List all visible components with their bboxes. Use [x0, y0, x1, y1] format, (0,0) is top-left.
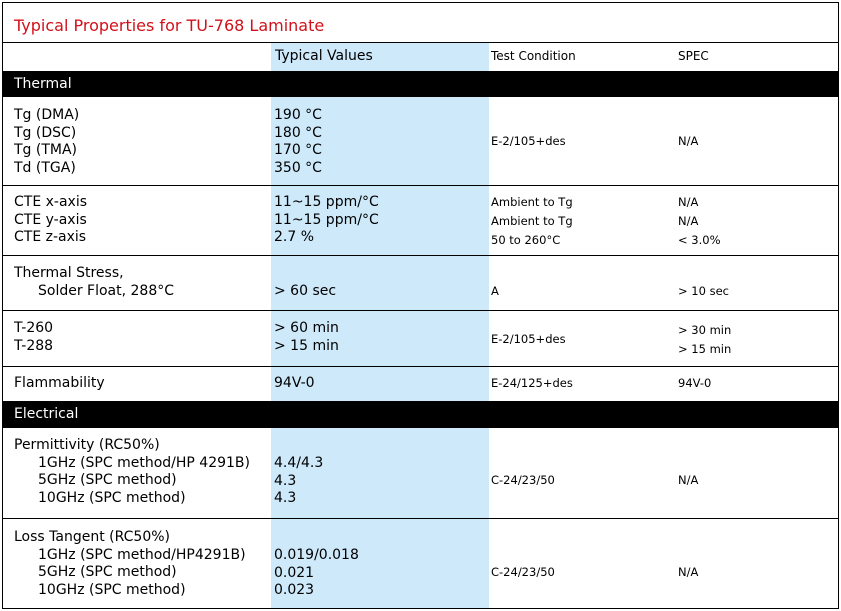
row-divider: [3, 310, 838, 311]
row-sublabel: 5GHz (SPC method): [38, 472, 177, 488]
cte-conditions: [491, 193, 573, 250]
header-typical-values: Typical Values: [275, 48, 373, 64]
row-label: Tg (DSC): [14, 124, 77, 141]
flam-condition: E-24/125+des: [491, 376, 573, 390]
row-sublabel: Solder Float, 288°C: [38, 282, 175, 299]
row-sublabel: 1GHz (SPC method/HP 4291B): [38, 454, 250, 471]
row-value: 2.7 %: [274, 229, 315, 245]
stress-labels: [14, 265, 174, 300]
row-value: 11~15 ppm/°C: [274, 211, 379, 228]
row-spec: N/A: [678, 195, 699, 209]
row-sublabel: 10GHz (SPC method): [38, 581, 186, 598]
header-spec: SPEC: [678, 49, 709, 63]
row-value: 4.4/4.3: [274, 455, 324, 471]
row-value: 4.3: [274, 490, 297, 506]
row-value: 0.021: [274, 564, 315, 581]
row-value: 0.023: [274, 582, 315, 598]
section-electrical-label: Electrical: [14, 406, 79, 422]
row-divider: [3, 185, 838, 186]
stress-value: > 60 sec: [274, 283, 337, 299]
t260-values: [274, 320, 339, 355]
row-label: CTE y-axis: [14, 211, 87, 228]
row-label: Tg (DMA): [14, 107, 80, 123]
row-condition: 50 to 260°C: [491, 233, 561, 247]
row-sublabel: 5GHz (SPC method): [38, 564, 177, 580]
properties-sheet: [2, 2, 839, 609]
cte-labels: [14, 194, 87, 247]
row-spec: N/A: [678, 214, 699, 228]
header-test-condition: Test Condition: [491, 49, 576, 63]
stress-condition: A: [491, 284, 499, 298]
stress-spec: > 10 sec: [678, 284, 729, 298]
row-sublabel: 10GHz (SPC method): [38, 489, 186, 506]
perm-spec: N/A: [678, 473, 699, 487]
row-value: > 15 min: [274, 337, 339, 354]
row-condition: Ambient to Tg: [491, 214, 573, 228]
row-label: T-260: [14, 320, 54, 336]
row-value: 170 °C: [274, 142, 322, 158]
row-label: Td (TGA): [14, 159, 76, 176]
perm-values: [274, 455, 323, 508]
row-label: CTE z-axis: [14, 229, 87, 245]
cte-specs: [678, 193, 721, 250]
row-divider: [3, 366, 838, 367]
loss-spec: N/A: [678, 565, 699, 579]
loss-condition: C-24/23/50: [491, 565, 555, 579]
t260-condition: E-2/105+des: [491, 332, 566, 346]
row-label: Permittivity (RC50%): [14, 437, 160, 453]
row-label: Tg (TMA): [14, 142, 78, 158]
flam-spec: 94V-0: [678, 376, 712, 390]
row-label: CTE x-axis: [14, 194, 88, 210]
row-value: 4.3: [274, 472, 297, 489]
row-label: T-288: [14, 337, 54, 354]
row-divider: [3, 518, 838, 519]
section-thermal: [3, 71, 838, 97]
tg-values: [274, 107, 322, 177]
row-value: 190 °C: [274, 107, 322, 123]
cte-values: [274, 194, 379, 247]
section-thermal-label: Thermal: [14, 76, 72, 92]
perm-labels: [14, 437, 250, 507]
perm-condition: C-24/23/50: [491, 473, 555, 487]
row-condition: Ambient to Tg: [491, 195, 573, 209]
tg-condition: E-2/105+des: [491, 134, 566, 148]
loss-values: [274, 547, 359, 600]
t260-specs: [678, 321, 731, 359]
flam-label: Flammability: [14, 375, 105, 391]
row-value: 0.019/0.018: [274, 547, 359, 563]
row-value: 350 °C: [274, 159, 322, 176]
row-spec: > 30 min: [678, 323, 732, 337]
tg-spec: N/A: [678, 134, 699, 148]
page-title: Typical Properties for TU-768 Laminate: [14, 16, 325, 35]
row-value: 11~15 ppm/°C: [274, 194, 379, 210]
row-label: Loss Tangent (RC50%): [14, 529, 171, 545]
loss-labels: [14, 529, 246, 599]
t260-labels: [14, 320, 53, 355]
title-bar: [3, 3, 838, 43]
flam-value: 94V-0: [274, 375, 315, 391]
row-value: > 60 min: [274, 320, 339, 336]
row-sublabel: 1GHz (SPC method/HP4291B): [38, 546, 246, 563]
row-label: Thermal Stress,: [14, 265, 124, 281]
row-value: 180 °C: [274, 124, 322, 141]
tg-labels: [14, 107, 79, 177]
row-spec: < 3.0%: [678, 233, 721, 247]
row-spec: > 15 min: [678, 342, 732, 356]
section-electrical: [3, 401, 838, 428]
row-divider: [3, 255, 838, 256]
